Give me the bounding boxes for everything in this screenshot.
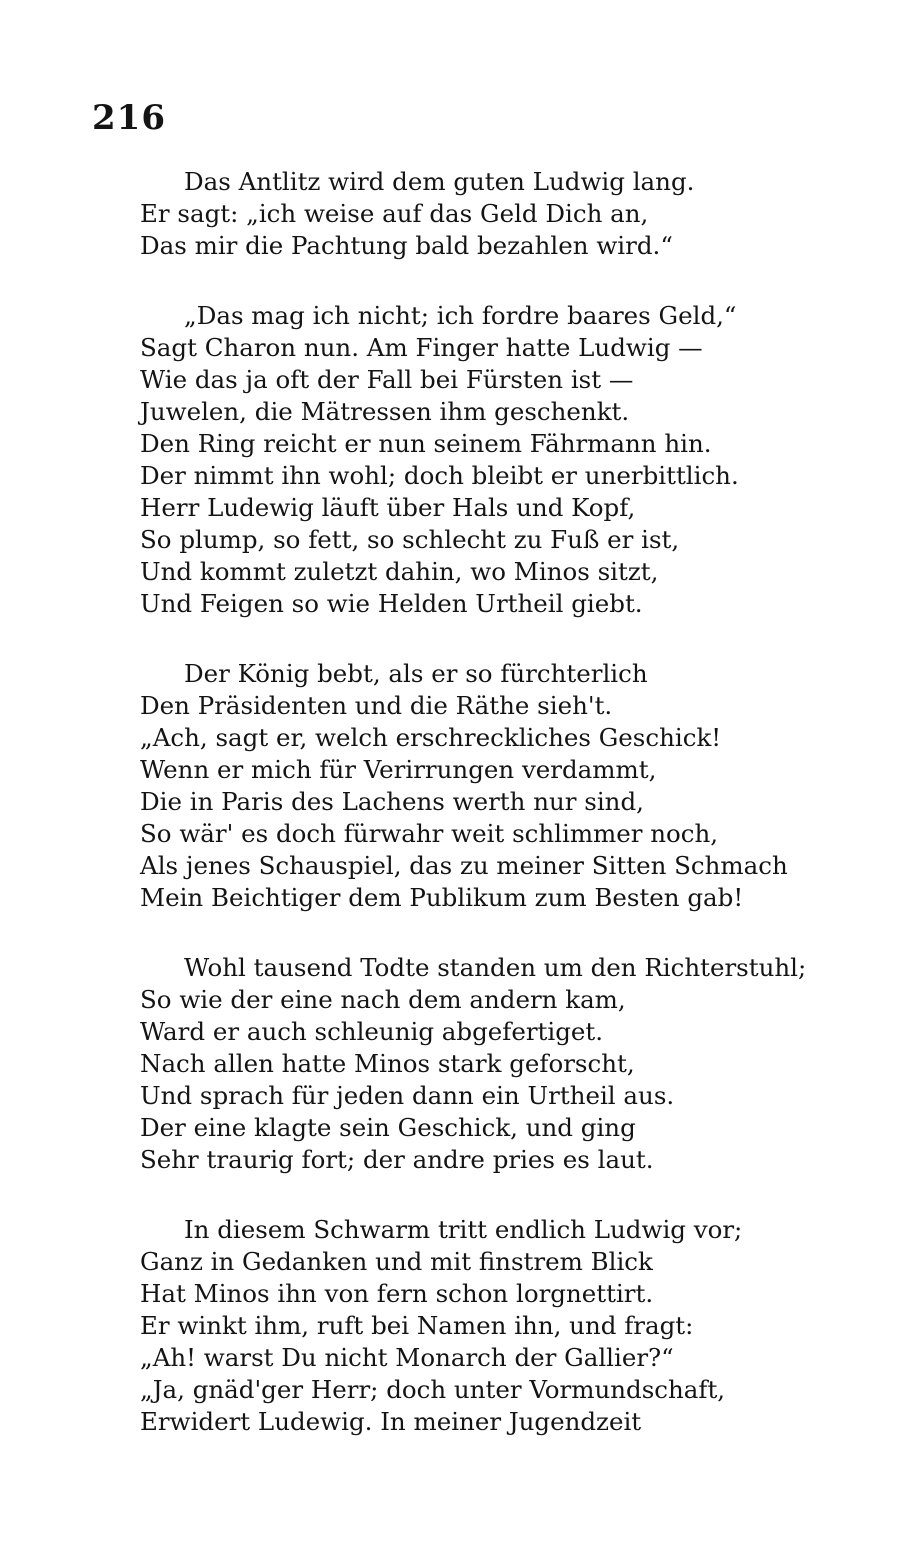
poem-line: Und kommt zuletzt dahin, wo Minos sitzt,: [140, 557, 659, 586]
poem-line: Den Präsidenten und die Räthe sieh't.: [140, 691, 613, 720]
poem-line: Das mir die Pachtung bald bezahlen wird.“: [140, 231, 673, 260]
poem-line: Die in Paris des Lachens werth nur sind,: [140, 787, 644, 816]
page-number: 216: [92, 98, 166, 138]
stanza-1: [140, 166, 860, 262]
poem-line: Und sprach für jeden dann ein Urtheil aus.: [140, 1081, 675, 1110]
poem-line: Mein Beichtiger dem Publikum zum Besten gab!: [140, 883, 744, 912]
poem-line: „Das mag ich nicht; ich fordre baares Geld,“: [184, 301, 737, 330]
poem-line: Wie das ja oft der Fall bei Fürsten ist —: [140, 365, 634, 394]
poem-line: Ganz in Gedanken und mit finstrem Blick: [140, 1247, 653, 1276]
poem-line: Den Ring reicht er nun seinem Fährmann hin.: [140, 429, 712, 458]
poem-line: „Ja, gnäd'ger Herr; doch unter Vormundschaft,: [140, 1375, 726, 1404]
poem-line: Nach allen hatte Minos stark geforscht,: [140, 1049, 635, 1078]
poem-line: Als jenes Schauspiel, das zu meiner Sitten Schmach: [140, 851, 788, 880]
poem-line: So wär' es doch fürwahr weit schlimmer noch,: [140, 819, 719, 848]
stanza-2: [140, 300, 860, 620]
poem-line: Erwidert Ludewig. In meiner Jugendzeit: [140, 1407, 642, 1436]
poem-line: Ward er auch schleunig abgefertiget.: [140, 1017, 604, 1046]
poem-line: Sagt Charon nun. Am Finger hatte Ludwig —: [140, 333, 703, 362]
poem-line: „Ah! warst Du nicht Monarch der Gallier?“: [140, 1343, 674, 1372]
poem-line: Wohl tausend Todte standen um den Richterstuhl;: [184, 953, 807, 982]
poem-line: Juwelen, die Mätressen ihm geschenkt.: [140, 397, 630, 426]
poem-line: Er sagt: „ich weise auf das Geld Dich an,: [140, 199, 649, 228]
poem-line: Und Feigen so wie Helden Urtheil giebt.: [140, 589, 643, 618]
poem-line: So wie der eine nach dem andern kam,: [140, 985, 626, 1014]
poem-line: Der nimmt ihn wohl; doch bleibt er unerbittlich.: [140, 461, 739, 490]
poem-line: Der eine klagte sein Geschick, und ging: [140, 1113, 636, 1142]
poem-line: Der König bebt, als er so fürchterlich: [184, 659, 648, 688]
stanza-3: [140, 658, 860, 914]
stanza-5: [140, 1214, 860, 1438]
poem-line: Er winkt ihm, ruft bei Namen ihn, und fragt:: [140, 1311, 694, 1340]
poem-line: Hat Minos ihn von fern schon lorgnettirt.: [140, 1279, 654, 1308]
poem-line: Das Antlitz wird dem guten Ludwig lang.: [184, 167, 695, 196]
poem-line: Herr Ludewig läuft über Hals und Kopf,: [140, 493, 636, 522]
stanza-4: [140, 952, 860, 1176]
poem-line: So plump, so fett, so schlecht zu Fuß er ist,: [140, 525, 680, 554]
poem-line: In diesem Schwarm tritt endlich Ludwig vor;: [184, 1215, 743, 1244]
poem-line: „Ach, sagt er, welch erschreckliches Geschick!: [140, 723, 722, 752]
poem-text: [140, 166, 860, 1476]
poem-line: Wenn er mich für Verirrungen verdammt,: [140, 755, 657, 784]
poem-line: Sehr traurig fort; der andre pries es laut.: [140, 1145, 654, 1174]
